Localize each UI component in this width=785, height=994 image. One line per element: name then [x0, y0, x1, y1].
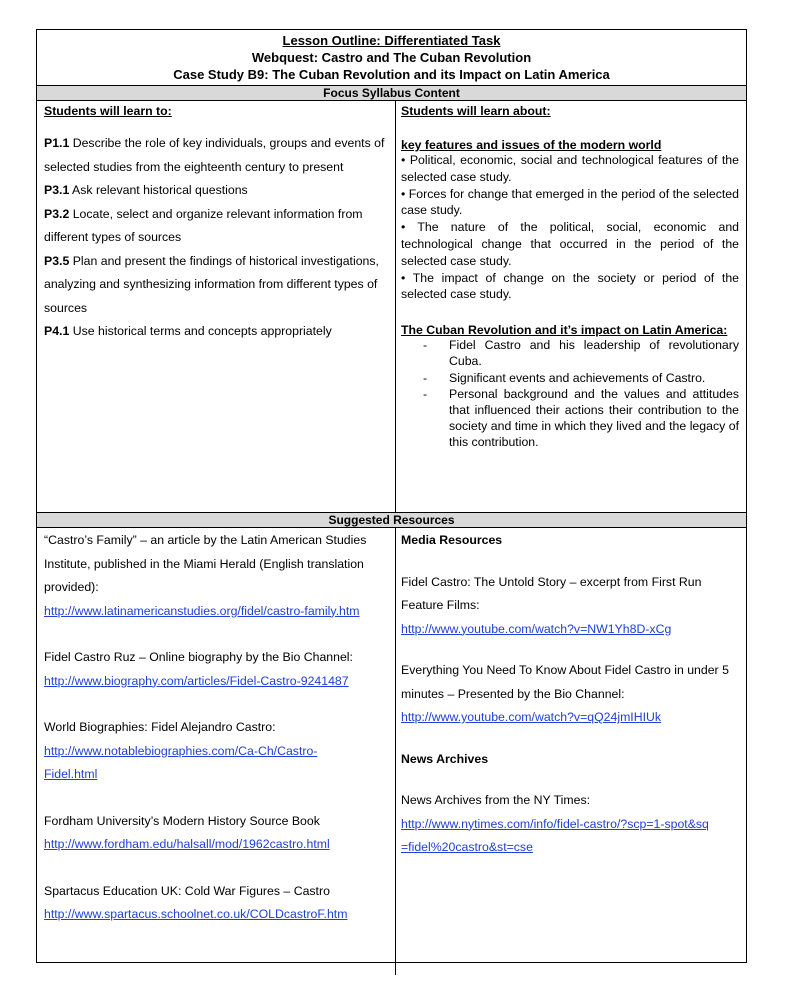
learn-about-cell	[396, 101, 746, 512]
media-item	[401, 659, 739, 730]
resources-row	[37, 528, 746, 975]
resource-description: World Biographies: Fidel Alejandro Castro:	[44, 720, 276, 734]
document-header	[37, 30, 746, 86]
resource-description: Spartacus Education UK: Cold War Figures – Castro	[44, 883, 330, 898]
topic-item: - Personal background and the values and attitudes that influenced their actions their contribution to the society and time in which they lived and the legacy of this contribution.	[449, 386, 739, 451]
header-case-study: Case Study B9: The Cuban Revolution and its Impact on Latin America	[173, 67, 610, 82]
resource-link[interactable]: http://www.latinamericanstudies.org/fidel/castro-family.htm	[44, 603, 360, 618]
media-description: Fidel Castro: The Untold Story – excerpt from First Run Feature Films:	[401, 574, 702, 612]
media-link[interactable]: http://www.youtube.com/watch?v=qQ24jmIHIUk	[401, 710, 662, 724]
castro-topics-list	[401, 337, 739, 450]
cuban-revolution-heading: The Cuban Revolution and it’s impact on Latin America:	[401, 323, 728, 338]
resource-link[interactable]: http://www.fordham.edu/halsall/mod/1962castro.html	[44, 837, 330, 851]
outcome-item: P3.1 Ask relevant historical questions	[44, 183, 248, 197]
outcome-item: P1.1 Describe the role of key individuals, groups and events of selected studies from the eighteenth century to present	[44, 136, 385, 174]
resource-link[interactable]: http://www.biography.com/articles/Fidel-Castro-9241487	[44, 673, 349, 688]
feature-bullet: • Political, economic, social and technological features of the selected case study.	[401, 153, 739, 184]
outcome-item: P3.5 Plan and present the findings of historical investigations, analyzing and synthesizing information from different types of sources	[44, 253, 379, 315]
feature-bullet: • Forces for change that emerged in the period of the selected case study.	[401, 186, 739, 218]
key-features-heading: key features and issues of the modern world	[401, 138, 662, 152]
learn-to-heading: Students will learn to:	[44, 104, 172, 118]
focus-syllabus-band: Focus Syllabus Content	[37, 86, 746, 101]
suggested-resources-band: Suggested Resources	[37, 513, 746, 528]
resource-description: Fordham University’s Modern History Source Book	[44, 813, 320, 828]
news-archives-heading: News Archives	[401, 751, 489, 766]
learn-about-heading: Students will learn about:	[401, 104, 551, 118]
feature-bullet: • The impact of change on the society or period of the selected case study.	[401, 270, 739, 302]
resource-link[interactable]: http://www.notablebiographies.com/Ca-Ch/Castro-Fidel.html	[44, 743, 318, 781]
resource-item	[44, 880, 389, 927]
media-news-cell	[396, 528, 746, 975]
outcome-item: P4.1 Use historical terms and concepts appropriately	[44, 324, 332, 338]
news-description: News Archives from the NY Times:	[401, 793, 591, 807]
syllabus-row	[37, 101, 746, 513]
media-resources-heading: Media Resources	[401, 533, 503, 547]
header-title: Lesson Outline: Differentiated Task	[282, 33, 501, 48]
feature-bullet: • The nature of the political, social, economic and technological change that occurred in the period of the selected case study.	[401, 220, 739, 268]
lesson-outline-document	[36, 29, 747, 963]
resource-item	[44, 810, 389, 857]
outcome-item: P3.2 Locate, select and organize relevant information from different types of sources	[44, 206, 363, 244]
resource-item	[44, 646, 389, 693]
news-link[interactable]: http://www.nytimes.com/info/fidel-castro/?scp=1-spot&sq=fidel%20castro&st=cse	[401, 816, 709, 854]
resource-description: “Castro’s Family” – an article by the Latin American Studies Institute, published in the Miami Herald (English translation provided):	[44, 533, 367, 594]
resource-item	[44, 716, 389, 787]
header-webquest: Webquest: Castro and The Cuban Revolution	[251, 50, 532, 65]
media-item	[401, 571, 739, 642]
topic-item: - Significant events and achievements of Castro.	[449, 370, 739, 386]
news-item	[401, 789, 739, 860]
resource-link[interactable]: http://www.spartacus.schoolnet.co.uk/COLDcastroF.htm	[44, 907, 348, 921]
web-resources-cell	[37, 528, 396, 975]
learn-to-cell	[37, 101, 396, 512]
topic-item: - Fidel Castro and his leadership of revolutionary Cuba.	[449, 337, 739, 369]
media-link[interactable]: http://www.youtube.com/watch?v=NW1Yh8D-xCg	[401, 621, 672, 636]
outcomes-list	[44, 132, 389, 344]
key-features-list	[401, 152, 739, 303]
resource-item	[44, 529, 389, 623]
media-description: Everything You Need To Know About Fidel Castro in under 5 minutes – Presented by the Bio Channel:	[401, 663, 729, 701]
resource-description: Fidel Castro Ruz – Online biography by the Bio Channel:	[44, 650, 353, 664]
